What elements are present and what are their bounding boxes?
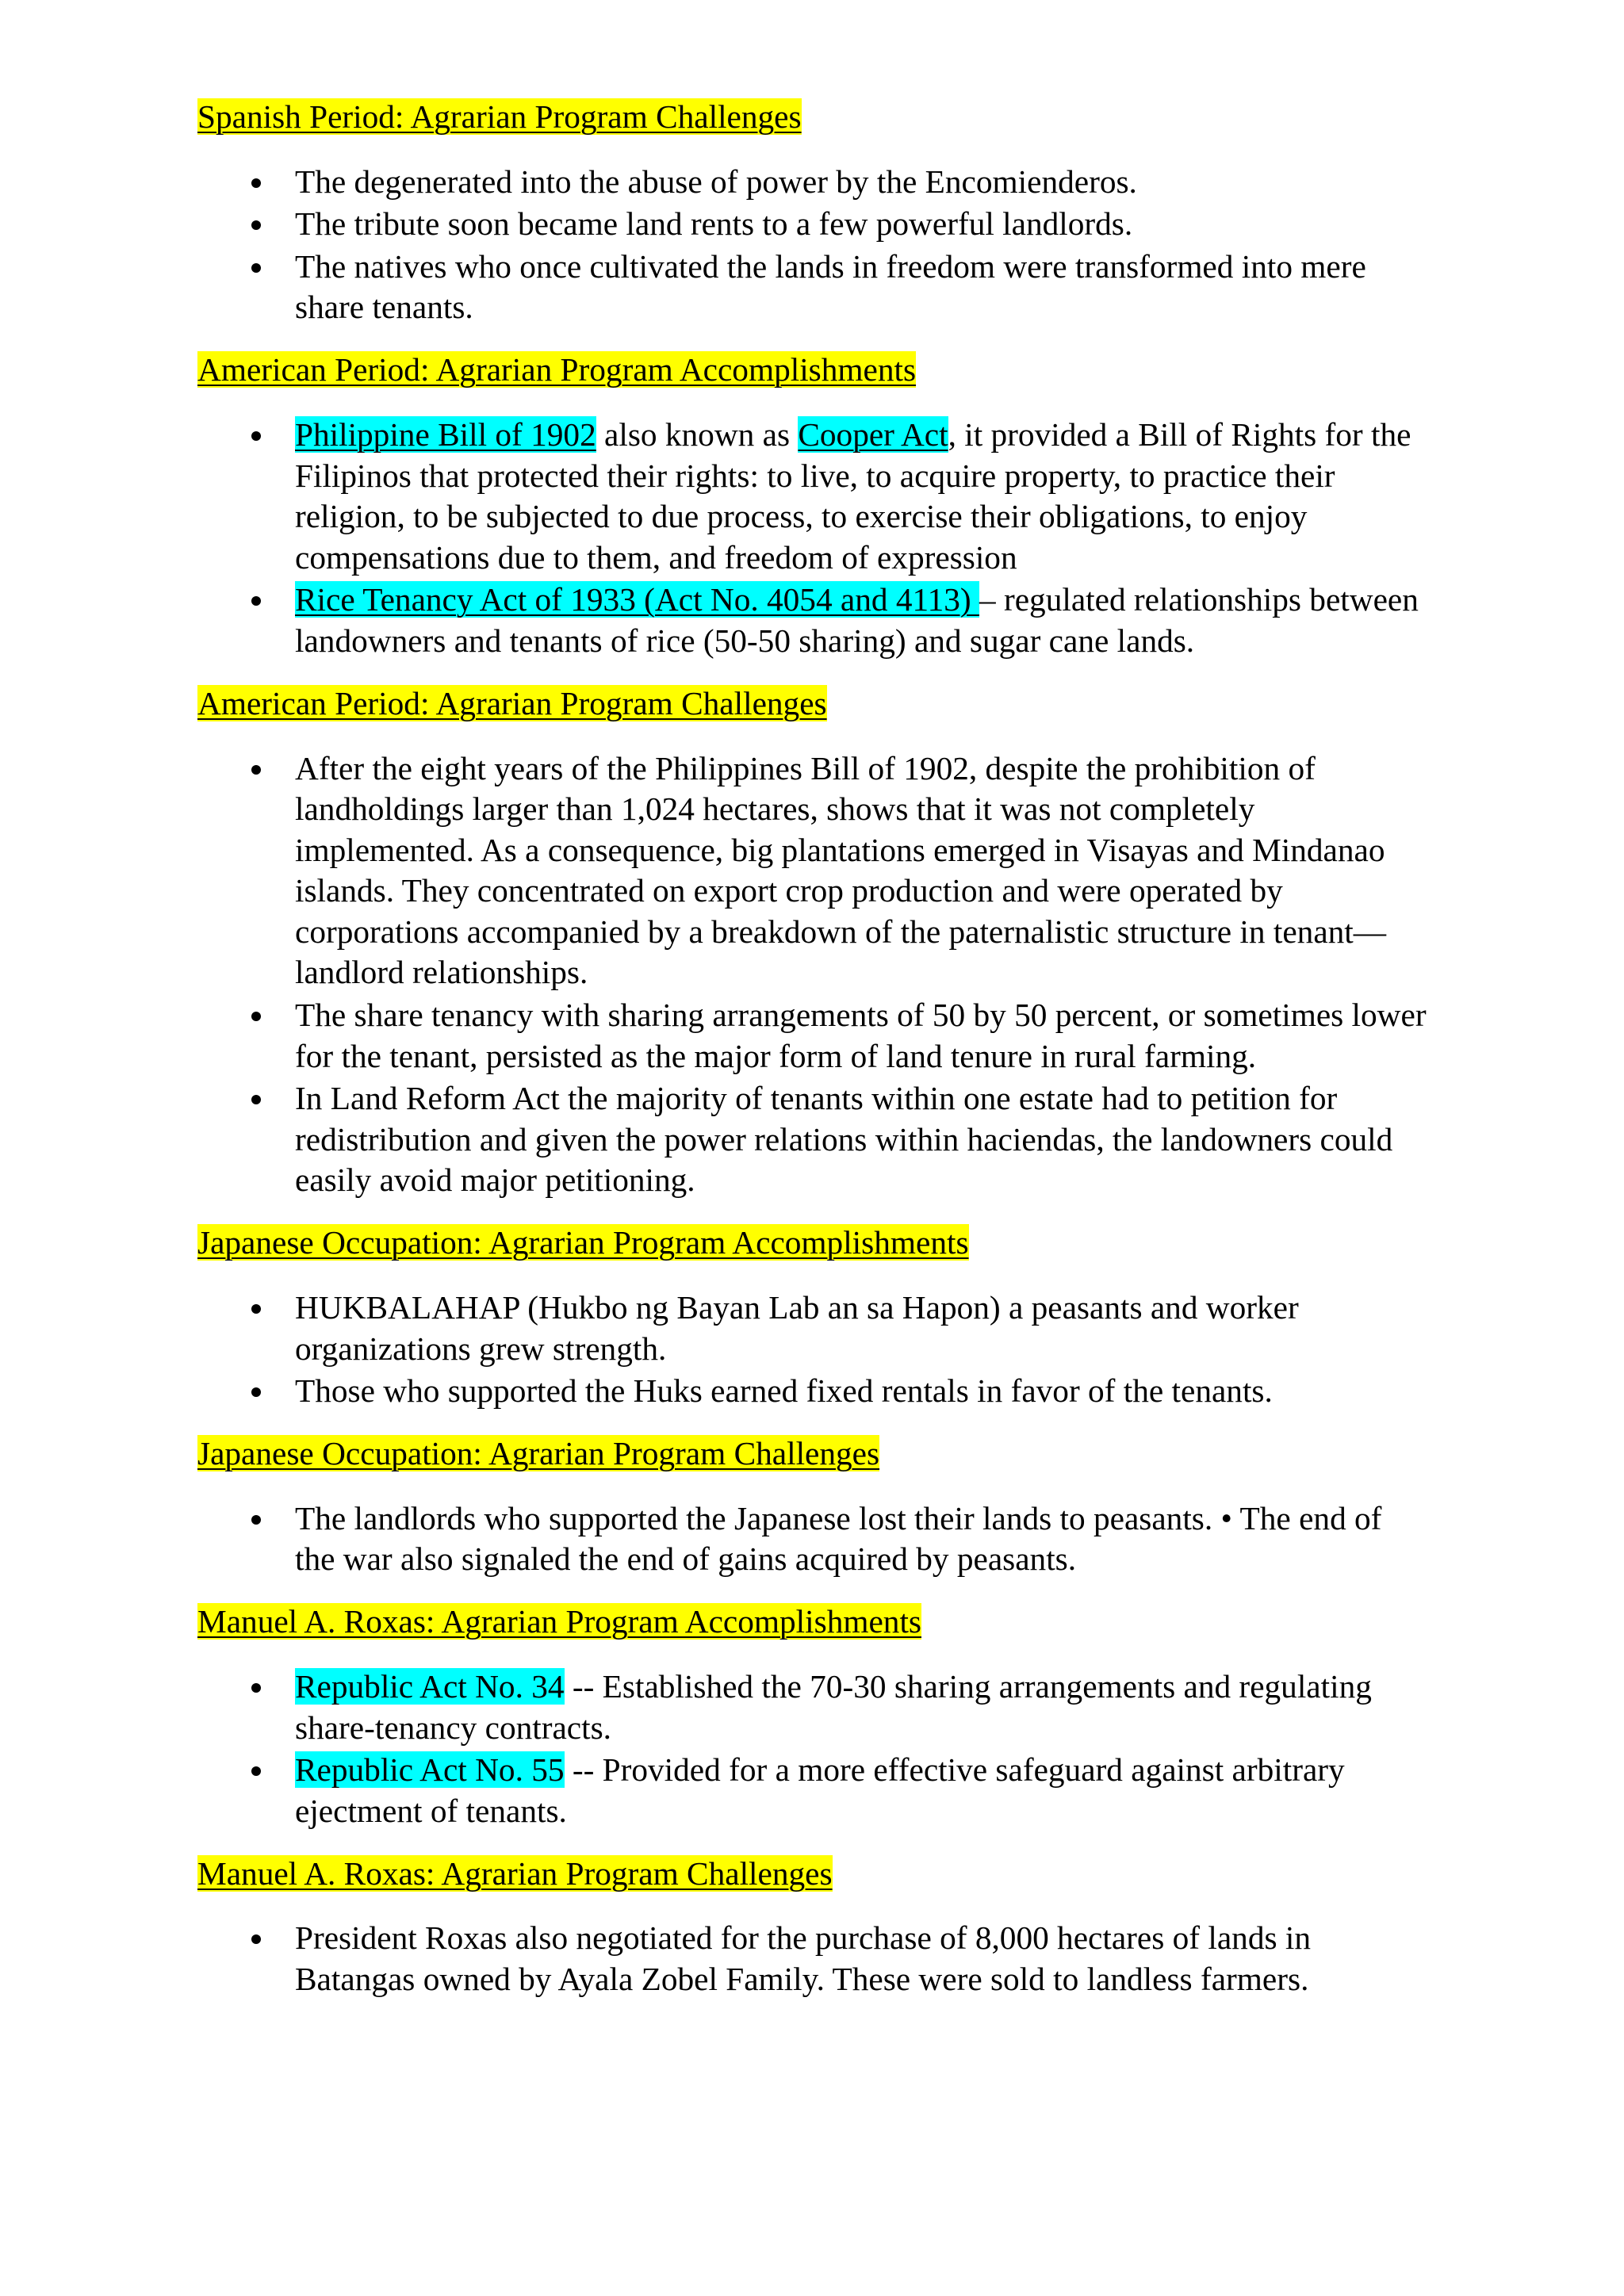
bullet-marker [251, 178, 261, 188]
text-run: implemented. As a consequence, big plantations emerged in Visayas and Mindanao [295, 831, 1385, 868]
text-line [295, 1160, 1450, 1201]
text-line [295, 580, 1450, 621]
text-run: islands. They concentrated on export crop production and were operated by [295, 872, 1283, 909]
bullet-marker [251, 431, 261, 441]
text-line [295, 162, 1450, 203]
list-item [197, 1750, 1450, 1831]
bullet-list [197, 1918, 1450, 1999]
text-line [295, 1371, 1450, 1412]
list-item [197, 748, 1450, 994]
text-run: Batangas owned by Ayala Zobel Family. These were sold to landless farmers. [295, 1960, 1309, 1997]
text-run: -- Established the 70-30 sharing arrangements and regulating [564, 1667, 1372, 1705]
section-american-period-accomplishments [197, 350, 1450, 661]
list-item [197, 1918, 1450, 1999]
text-line [295, 415, 1450, 456]
text-run: the war also signaled the end of gains acquired by peasants. [295, 1540, 1077, 1578]
bullet-marker [251, 1515, 261, 1525]
text-line [295, 1539, 1450, 1580]
bullet-list [197, 415, 1450, 662]
text-line [295, 912, 1450, 953]
text-run: HUKBALAHAP (Hukbo ng Bayan Lab an sa Hapon) a peasants and worker [295, 1289, 1299, 1326]
bullet-list [197, 162, 1450, 328]
text-line [295, 995, 1450, 1036]
text-line [295, 1036, 1450, 1077]
section-heading-text: Manuel A. Roxas: Agrarian Program Challenges [197, 1854, 833, 1892]
text-line [295, 1288, 1450, 1329]
text-run: religion, to be subjected to due process, to exercise their obligations, to enjoy [295, 498, 1308, 535]
bullet-marker [251, 1934, 261, 1944]
section-american-period-challenges [197, 683, 1450, 1201]
bullet-marker [251, 263, 261, 273]
text-run: The tribute soon became land rents to a few powerful landlords. [295, 205, 1133, 243]
text-run: landowners and tenants of rice (50-50 sharing) and sugar cane lands. [295, 622, 1195, 659]
bullet-list [197, 748, 1450, 1202]
section-heading-text: Japanese Occupation: Agrarian Program Challenges [197, 1435, 880, 1472]
text-line [295, 789, 1450, 830]
text-run: for the tenant, persisted as the major form of land tenure in rural farming. [295, 1037, 1257, 1074]
text-line [295, 1791, 1450, 1832]
text-run: ejectment of tenants. [295, 1792, 567, 1829]
section-roxas-challenges [197, 1854, 1450, 2000]
highlighted-term: Republic Act No. 55 [295, 1751, 565, 1789]
text-line [295, 1708, 1450, 1749]
highlighted-term: Republic Act No. 34 [295, 1667, 565, 1705]
text-line [295, 748, 1450, 790]
text-run: organizations grew strength. [295, 1330, 667, 1367]
list-item [197, 1371, 1450, 1412]
list-item [197, 1288, 1450, 1369]
text-run: -- Provided for a more effective safeguard against arbitrary [564, 1751, 1345, 1789]
bullet-list [197, 1667, 1450, 1831]
bullet-marker [251, 1683, 261, 1693]
text-line [295, 871, 1450, 912]
text-run: The landlords who supported the Japanese lost their lands to peasants. • The end of [295, 1499, 1382, 1536]
section-japanese-occupation-accomplishments [197, 1223, 1450, 1411]
list-item [197, 1667, 1450, 1748]
section-heading [197, 1601, 1450, 1643]
text-run: Filipinos that protected their rights: to live, to acquire property, to practice their [295, 457, 1335, 494]
list-item [197, 995, 1450, 1077]
section-heading [197, 97, 1450, 138]
text-run: easily avoid major petitioning. [295, 1161, 695, 1199]
section-heading [197, 1223, 1450, 1264]
text-run: The share tenancy with sharing arrangements of 50 by 50 percent, or sometimes lower [295, 997, 1427, 1034]
list-item [197, 1498, 1450, 1580]
section-spanish-period-challenges [197, 97, 1450, 328]
text-run: President Roxas also negotiated for the purchase of 8,000 hectares of lands in [295, 1919, 1311, 1957]
text-run: landlord relationships. [295, 954, 588, 991]
text-run: landholdings larger than 1,024 hectares, shows that it was not completely [295, 790, 1255, 828]
text-line [295, 247, 1450, 288]
bullet-marker [251, 596, 261, 606]
section-heading-text: American Period: Agrarian Program Accomplishments [197, 351, 917, 388]
list-item [197, 204, 1450, 245]
bullet-marker [251, 765, 261, 775]
text-run: , it provided a Bill of Rights for the [948, 415, 1411, 453]
section-heading [197, 683, 1450, 725]
section-heading [197, 1433, 1450, 1475]
bullet-marker [251, 1766, 261, 1776]
text-line [295, 1667, 1450, 1708]
section-japanese-occupation-challenges [197, 1433, 1450, 1580]
text-run: In Land Reform Act the majority of tenants within one estate had to petition for [295, 1080, 1338, 1117]
text-line [295, 1498, 1450, 1540]
text-line [295, 1750, 1450, 1791]
text-line [295, 496, 1450, 538]
highlighted-term: Philippine Bill of 1902 [295, 415, 596, 453]
text-run: compensations due to them, and freedom of expression [295, 538, 1017, 576]
text-line [295, 538, 1450, 579]
text-line [295, 456, 1450, 497]
list-item [197, 1078, 1450, 1201]
highlighted-term: Cooper Act [798, 415, 948, 453]
text-run: redistribution and given the power relations within haciendas, the landowners could [295, 1120, 1393, 1158]
bullet-marker [251, 1387, 261, 1397]
text-line [295, 1959, 1450, 2000]
text-line [295, 952, 1450, 993]
text-run: Those who supported the Huks earned fixed rentals in favor of the tenants. [295, 1372, 1273, 1410]
text-run: corporations accompanied by a breakdown of the paternalistic structure in tenant— [295, 913, 1387, 950]
list-item [197, 162, 1450, 203]
section-heading [197, 1854, 1450, 1895]
text-run: share-tenancy contracts. [295, 1709, 611, 1746]
section-roxas-accomplishments [197, 1601, 1450, 1831]
text-run: The degenerated into the abuse of power by the Encomienderos. [295, 163, 1137, 200]
bullet-marker [251, 1304, 261, 1314]
bullet-list [197, 1498, 1450, 1580]
list-item [197, 415, 1450, 578]
text-line [295, 287, 1450, 328]
bullet-marker [251, 1095, 261, 1104]
text-run: share tenants. [295, 289, 473, 326]
bullet-marker [251, 1012, 261, 1021]
section-heading-text: Manuel A. Roxas: Agrarian Program Accomplishments [197, 1603, 921, 1640]
list-item [197, 580, 1450, 661]
text-run: – regulated relationships between [979, 581, 1419, 618]
text-run: The natives who once cultivated the lands in freedom were transformed into mere [295, 247, 1366, 285]
text-line [295, 1329, 1450, 1370]
section-heading-text: American Period: Agrarian Program Challenges [197, 684, 827, 721]
text-line [295, 204, 1450, 245]
text-line [295, 621, 1450, 662]
highlighted-term: Rice Tenancy Act of 1933 (Act No. 4054 and 4113) [295, 581, 979, 618]
text-line [295, 1918, 1450, 1959]
section-heading [197, 350, 1450, 391]
text-line [295, 1078, 1450, 1119]
text-line [295, 830, 1450, 871]
bullet-marker [251, 220, 261, 230]
document-page [197, 97, 1450, 2022]
bullet-list [197, 1288, 1450, 1412]
text-run: After the eight years of the Philippines Bill of 1902, despite the prohibition of [295, 749, 1316, 786]
list-item [197, 247, 1450, 328]
text-line [295, 1119, 1450, 1161]
text-run: also known as [596, 415, 799, 453]
section-heading-text: Spanish Period: Agrarian Program Challenges [197, 98, 802, 135]
section-heading-text: Japanese Occupation: Agrarian Program Accomplishments [197, 1224, 969, 1261]
